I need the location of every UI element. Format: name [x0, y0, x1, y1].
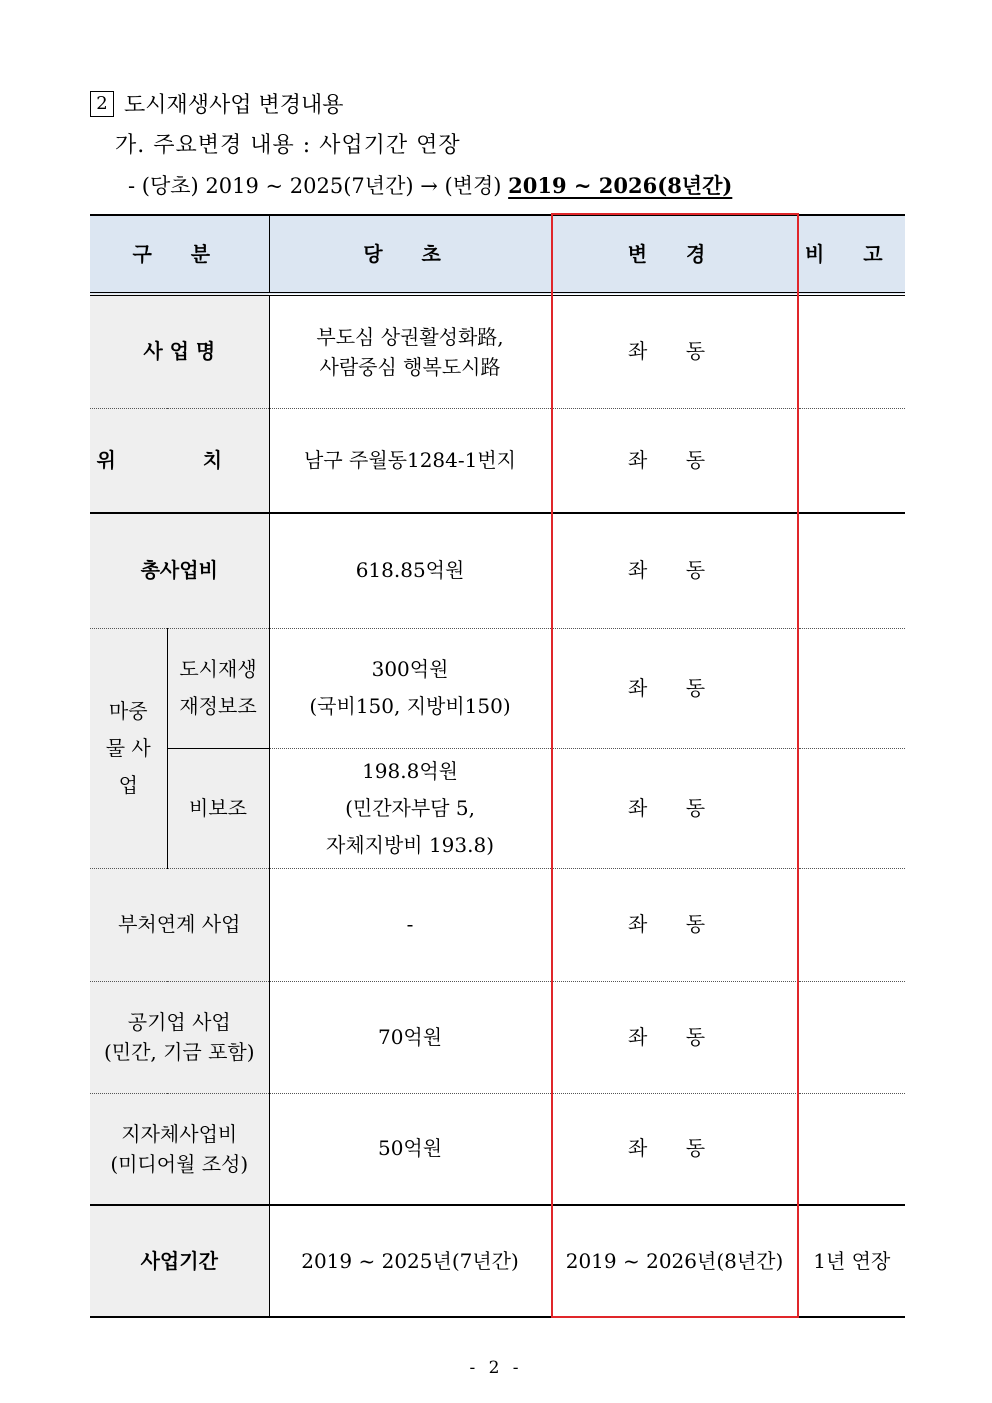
table-row-period — [90, 1205, 905, 1317]
original-total-cost: 618.85억원 — [269, 513, 551, 628]
label-period: 사업기간 — [90, 1205, 269, 1317]
change-linked: 좌 동 — [551, 868, 798, 981]
note-linked — [798, 868, 905, 981]
label-public-corp: 공기업 사업 (민간, 기금 포함) — [90, 981, 269, 1093]
table-header-row — [90, 215, 905, 294]
label-business-name: 사 업 명 — [90, 294, 269, 408]
original-business-name: 부도심 상권활성화路, 사람중심 행복도시路 — [269, 294, 551, 408]
label-non-subsidy: 비보조 — [167, 748, 269, 868]
header-original: 당 초 — [269, 215, 551, 294]
header-category: 구 분 — [90, 215, 269, 294]
table-row-linked — [90, 868, 905, 981]
change-business-name: 좌 동 — [551, 294, 798, 408]
header-note: 비 고 — [798, 215, 905, 294]
label-linked: 부처연계 사업 — [90, 868, 269, 981]
label-subsidy: 도시재생 재정보조 — [167, 628, 269, 748]
note-local-gov — [798, 1093, 905, 1205]
note-business-name — [798, 294, 905, 408]
label-group-seed-money: 마중 물 사 업 — [90, 628, 167, 868]
change-period: 2019 ~ 2026년(8년간) — [551, 1205, 798, 1317]
label-local-gov: 지자체사업비 (미디어월 조성) — [90, 1093, 269, 1205]
note-public-corp — [798, 981, 905, 1093]
table-row-business-name — [90, 294, 905, 408]
note-location — [798, 408, 905, 513]
original-subsidy: 300억원 (국비150, 지방비150) — [269, 628, 551, 748]
change-summary-line — [128, 168, 732, 204]
original-period: 2019 ~ 2025년(7년간) — [269, 1205, 551, 1317]
change-summary-prefix: - (당초) 2019 ~ 2025(7년간) → (변경) — [128, 174, 509, 198]
original-public-corp: 70억원 — [269, 981, 551, 1093]
page-number: - 2 - — [469, 1358, 523, 1378]
table-row-local-gov — [90, 1093, 905, 1205]
header-change: 변 경 — [551, 215, 798, 294]
change-public-corp: 좌 동 — [551, 981, 798, 1093]
original-non-subsidy: 198.8억원 (민간자부담 5, 자체지방비 193.8) — [269, 748, 551, 868]
table-row-total-cost — [90, 513, 905, 628]
label-total-cost: 총사업비 — [90, 513, 269, 628]
note-non-subsidy — [798, 748, 905, 868]
original-location: 남구 주월동1284-1번지 — [269, 408, 551, 513]
change-local-gov: 좌 동 — [551, 1093, 798, 1205]
change-subsidy: 좌 동 — [551, 628, 798, 748]
change-location: 좌 동 — [551, 408, 798, 513]
label-location: 위 치 — [90, 408, 269, 513]
note-total-cost — [798, 513, 905, 628]
table-row-public-corp — [90, 981, 905, 1093]
change-non-subsidy: 좌 동 — [551, 748, 798, 868]
section-title: 도시재생사업 변경내용 — [124, 93, 344, 118]
table-row-non-subsidy — [90, 748, 905, 868]
sub-title: 가. 주요변경 내용 : 사업기간 연장 — [115, 133, 461, 158]
section-number-box: 2 — [90, 91, 114, 117]
note-subsidy — [798, 628, 905, 748]
original-local-gov: 50억원 — [269, 1093, 551, 1205]
change-summary-highlight: 2019 ~ 2026(8년간) — [508, 173, 733, 198]
note-period: 1년 연장 — [798, 1205, 905, 1317]
table-row-location — [90, 408, 905, 513]
section-heading — [90, 88, 344, 124]
original-linked: - — [269, 868, 551, 981]
table-row-subsidy — [90, 628, 905, 748]
change-table — [90, 214, 905, 1318]
change-total-cost: 좌 동 — [551, 513, 798, 628]
